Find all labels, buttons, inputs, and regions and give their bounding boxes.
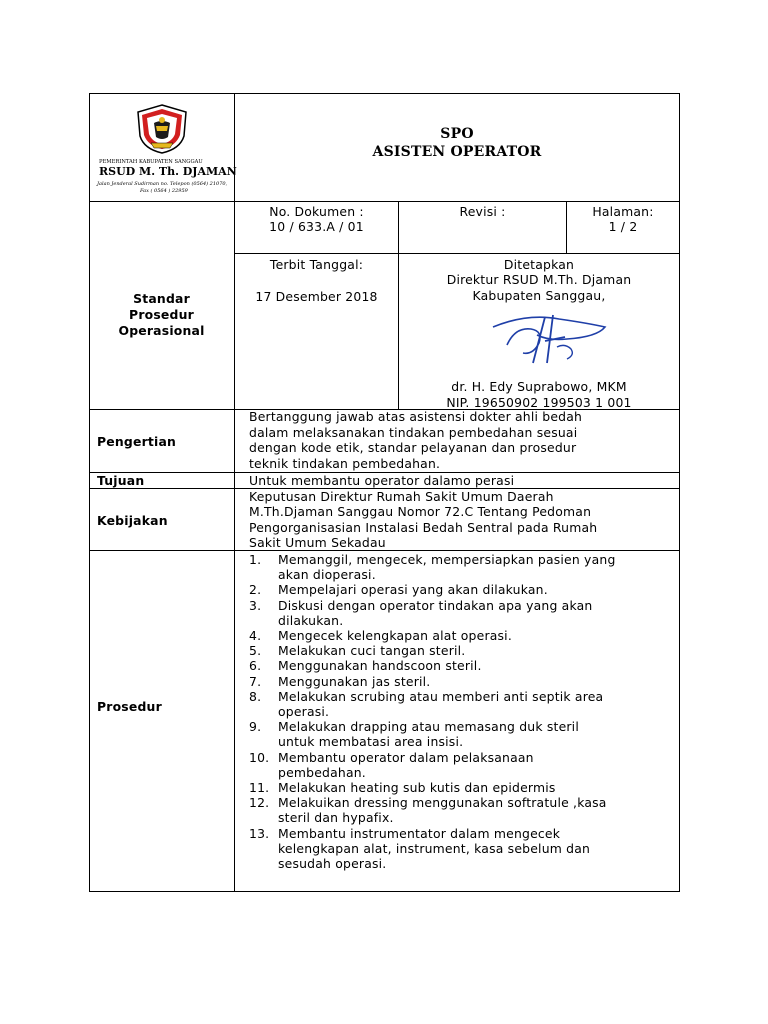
terbit-label: Terbit Tanggal: [269,257,364,272]
no-dokumen-label: No. Dokumen : [269,204,364,219]
label-operasional: Operasional [118,323,205,338]
prosedur-step [249,719,677,749]
pengertian-label: Pengertian [97,434,177,449]
prosedur-step [249,674,677,689]
halaman-label: Halaman: [592,204,654,219]
step-number: 13. [249,825,270,841]
pengertian-line: teknik tindakan pembedahan. [249,456,441,471]
step-text-line: dilakukan. [278,612,344,628]
revisi-label: Revisi : [459,204,506,219]
step-text-line: Diskusi dengan operator tindakan apa yang akan [278,597,593,613]
kebijakan-label: Kebijakan [97,513,168,528]
step-number: 11. [249,780,270,796]
pengertian-line: dalam melaksanakan tindakan pembedahan sesuai [249,425,578,440]
step-text-line: operasi. [278,704,330,720]
prosedur-step [249,628,677,643]
pengertian-line: Bertanggung jawab atas asistensi dokter ahli bedah [249,409,583,424]
step-number: 6. [249,658,262,674]
step-text-line: sesudah operasi. [278,856,387,872]
halaman-value: 1 / 2 [608,219,638,234]
prosedur-step [249,689,677,719]
step-text-line: Melakukan cuci tangan steril. [278,643,466,659]
director-signature [487,307,613,367]
prosedur-step [249,552,677,582]
signer-name: dr. H. Edy Suprabowo, MKM [451,379,627,394]
prosedur-step [249,795,677,825]
step-text-line: akan dioperasi. [278,567,376,583]
tujuan-label: Tujuan [97,473,145,488]
prosedur-step [249,750,677,780]
prosedur-step [249,582,677,597]
step-text-line: Mempelajari operasi yang akan dilakukan. [278,582,548,598]
step-number: 12. [249,795,270,811]
pengertian-line: dengan kode etik, standar pelayanan dan prosedur [249,440,577,455]
step-number: 7. [249,673,262,689]
tujuan-text: Untuk membantu operator dalamo perasi [249,473,515,488]
logo-org-text: PEMERINTAH KABUPATEN SANGGAU [99,159,203,165]
step-text-line: steril dan hypafix. [278,810,394,826]
kebijakan-line: Sakit Umum Sekadau [249,535,386,550]
regency-crest-logo [135,103,189,155]
prosedur-step [249,826,677,872]
step-number: 2. [249,582,262,598]
prosedur-step [249,598,677,628]
kebijakan-line: Pengorganisasian Instalasi Bedah Sentral pada Rumah [249,520,598,535]
prosedur-label: Prosedur [97,699,162,714]
step-text-line: untuk membatasi area insisi. [278,734,464,750]
direktur-line1: Direktur RSUD M.Th. Djaman [446,272,632,287]
step-text-line: kelengkapan alat, instrument, kasa sebelum dan [278,840,591,856]
step-text-line: Melakukan heating sub kutis dan epidermis [278,780,556,796]
prosedur-steps-list [249,552,677,871]
spo-document [89,93,680,891]
step-text-line: Melakukan scrubing atau memberi anti septik area [278,688,604,704]
logo-fax: Fax ( 0564 ) 22959 [140,188,188,194]
label-prosedur: Prosedur [129,307,194,322]
no-dokumen-value: 10 / 633.A / 01 [269,219,364,234]
spo-subtitle: ASISTEN OPERATOR [372,144,542,160]
step-number: 3. [249,597,262,613]
step-text-line: Melakuikan dressing menggunakan softratule ,kasa [278,795,607,811]
direktur-line2: Kabupaten Sanggau, [472,288,606,303]
logo-address: Jalan Jenderal Sudirman no. Telepon (0564) 21070, [97,181,228,187]
kebijakan-line: M.Th.Djaman Sanggau Nomor 72.C Tentang Pedoman [249,504,592,519]
step-text-line: Mengecek kelengkapan alat operasi. [278,628,512,644]
step-number: 5. [249,643,262,659]
step-text-line: Membantu instrumentator dalam mengecek [278,825,561,841]
terbit-value: 17 Desember 2018 [255,289,378,304]
step-text-line: Melakukan drapping atau memasang duk steril [278,719,579,735]
spo-title: SPO [440,126,474,142]
step-number: 10. [249,749,270,765]
kebijakan-line: Keputusan Direktur Rumah Sakit Umum Daerah [249,489,554,504]
ditetapkan-text: Ditetapkan [503,257,575,272]
step-text-line: Menggunakan handscoon steril. [278,658,482,674]
step-text-line: Membantu operator dalam pelaksanaan [278,749,534,765]
step-text-line: Memanggil, mengecek, mempersiapkan pasien yang [278,552,616,567]
prosedur-step [249,643,677,658]
prosedur-step [249,658,677,673]
signer-nip: NIP. 19650902 199503 1 001 [446,395,632,410]
step-text-line: pembedahan. [278,764,366,780]
label-standar: Standar [133,291,190,306]
step-text-line: Menggunakan jas steril. [278,673,431,689]
prosedur-step [249,780,677,795]
step-number: 9. [249,719,262,735]
logo-hospital-name: RSUD M. Th. DJAMAN [99,165,237,178]
step-number: 4. [249,628,262,644]
step-number: 8. [249,688,262,704]
step-number: 1. [249,552,262,567]
